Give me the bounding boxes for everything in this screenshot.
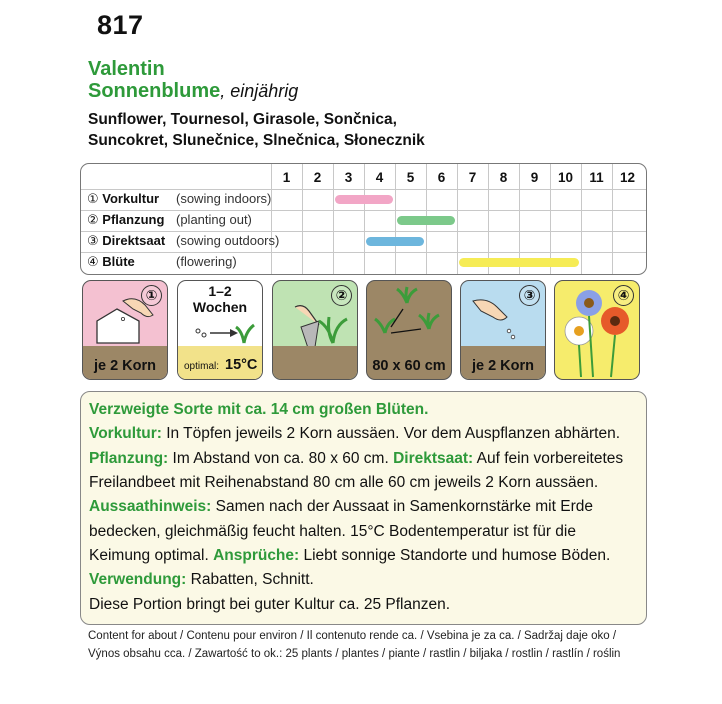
calendar-row: [81, 231, 646, 253]
pictogram-direct-sowing: [460, 280, 546, 380]
row-number: ③: [87, 233, 99, 248]
heading-ansprueche: Ansprüche:: [213, 547, 300, 564]
germination-weeks-num: 1–2: [208, 283, 232, 299]
row-label: [87, 254, 237, 270]
calendar-period-bar: [366, 237, 424, 246]
row-label: [87, 191, 272, 207]
footer-line-2: Výnos obsahu cca. / Zawartość to ok.: 25 plants / plantes / piante / rastlin / biljaka / rostlin / rastlín / roślin: [88, 648, 621, 660]
flowers-icon: [555, 281, 639, 379]
heading-pflanzung: Pflanzung:: [89, 450, 169, 467]
info-line-portion: Diese Portion bringt bei guter Kultur ca. 25 Pflanzen.: [89, 596, 451, 613]
row-english: (sowing outdoors): [176, 233, 280, 248]
plant-spacing-icon: [367, 281, 451, 353]
pictogram-planting-out: [272, 280, 358, 380]
pictogram-sowing-indoors: [82, 280, 168, 380]
row-english: (planting out): [176, 212, 252, 227]
optimal-temperature: 15°C: [225, 357, 258, 373]
info-headline: Verzweigte Sorte mit ca. 14 cm großen Blüten.: [89, 401, 429, 418]
info-line-vorkultur: [89, 424, 620, 444]
footer-line-1: Content for about / Contenu pour environ / Il contenuto rende ca. / Vsebina je za ca. / Sadržaj daje oko /: [88, 630, 617, 642]
names-line-1: Sunflower, Tournesol, Girasole, Sončnica,: [88, 111, 397, 128]
month-label: 4: [375, 170, 384, 185]
info-line-verwendung: [89, 570, 314, 590]
info-line-aussaathinweis: [89, 497, 593, 517]
row-number: ④: [87, 254, 99, 269]
text-ansprueche: Liebt sonnige Standorte und humose Böden.: [299, 547, 611, 564]
pictogram-text: 80 x 60 cm: [372, 358, 446, 374]
text-direktsaat: Auf fein vorbereitetes: [473, 450, 624, 467]
row-label: [87, 212, 252, 228]
month-label: 12: [619, 170, 636, 185]
month-label: 3: [344, 170, 353, 185]
text-keimung: Keimung optimal.: [89, 547, 214, 564]
pictogram-germination: [177, 280, 263, 380]
month-label: 1: [282, 170, 291, 185]
calendar-period-bar: [335, 195, 393, 204]
heading-verwendung: Verwendung:: [89, 571, 187, 588]
month-label: 11: [589, 170, 604, 185]
heading-aussaathinweis: Aussaathinweis:: [89, 498, 212, 515]
calendar-period-bar: [459, 258, 579, 267]
plant-suffix: , einjährig: [220, 81, 299, 101]
info-line-6: bedecken, gleichmäßig feucht halten. 15°C Bodentemperatur ist für die: [89, 523, 576, 540]
calendar-period-bar: [397, 216, 455, 225]
pictogram-flowering: [554, 280, 640, 380]
month-label: 7: [468, 170, 477, 185]
heading-vorkultur: Vorkultur:: [89, 425, 162, 442]
row-title: Vorkultur: [102, 191, 160, 206]
step-number: ③: [519, 285, 540, 306]
info-box: [80, 391, 647, 625]
row-label: [87, 233, 280, 249]
hand-seeds-icon: [461, 281, 545, 347]
info-line-pflanzung: [89, 449, 623, 469]
row-number: ①: [87, 191, 99, 206]
optimal-label: optimal:: [184, 361, 220, 372]
row-title: Pflanzung: [102, 212, 165, 227]
heading-direktsaat: Direktsaat:: [393, 450, 474, 467]
sowing-calendar: [80, 163, 647, 275]
month-label: 6: [437, 170, 446, 185]
sprout-arrow-icon: [178, 315, 262, 347]
pictogram-text: je 2 Korn: [471, 358, 535, 374]
row-english: (flowering): [176, 254, 237, 269]
month-label: 2: [313, 170, 322, 185]
step-number: ①: [141, 285, 162, 306]
month-label: 9: [530, 170, 539, 185]
text-verwendung: Rabatten, Schnitt.: [186, 571, 314, 588]
plant-title: [88, 80, 298, 102]
brand-name: Valentin: [88, 58, 165, 80]
info-line-4: Freilandbeet mit Reihenabstand 80 cm alle 60 cm jeweils 2 Korn aussäen.: [89, 474, 599, 491]
product-number: 817: [97, 10, 144, 40]
row-number: ②: [87, 212, 99, 227]
step-number: ②: [331, 285, 352, 306]
trowel-plant-icon: [273, 281, 357, 379]
text-aussaathinweis: Samen nach der Aussaat in Samenkornstärke mit Erde: [211, 498, 593, 515]
step-number: ④: [613, 285, 634, 306]
row-title: Direktsaat: [102, 233, 166, 248]
month-label: 8: [499, 170, 508, 185]
pictogram-text: je 2 Korn: [93, 358, 157, 374]
text-pflanzung: Im Abstand von ca. 80 x 60 cm.: [168, 450, 394, 467]
text-vorkultur: In Töpfen jeweils 2 Korn aussäen. Vor dem Auspflanzen abhärten.: [161, 425, 621, 442]
names-line-2: Suncokret, Slunečnice, Slnečnica, Słonecznik: [88, 132, 425, 149]
calendar-row: [81, 210, 646, 232]
pot-hand-icon: [83, 281, 167, 347]
info-line-ansprueche: [89, 546, 610, 566]
germination-weeks-label: Wochen: [192, 299, 248, 315]
row-title: Blüte: [102, 254, 135, 269]
pictogram-spacing: [366, 280, 452, 380]
month-label: 10: [557, 170, 574, 185]
month-label: 5: [406, 170, 415, 185]
row-english: (sowing indoors): [176, 191, 272, 206]
plant-name: Sonnenblume: [88, 80, 221, 102]
